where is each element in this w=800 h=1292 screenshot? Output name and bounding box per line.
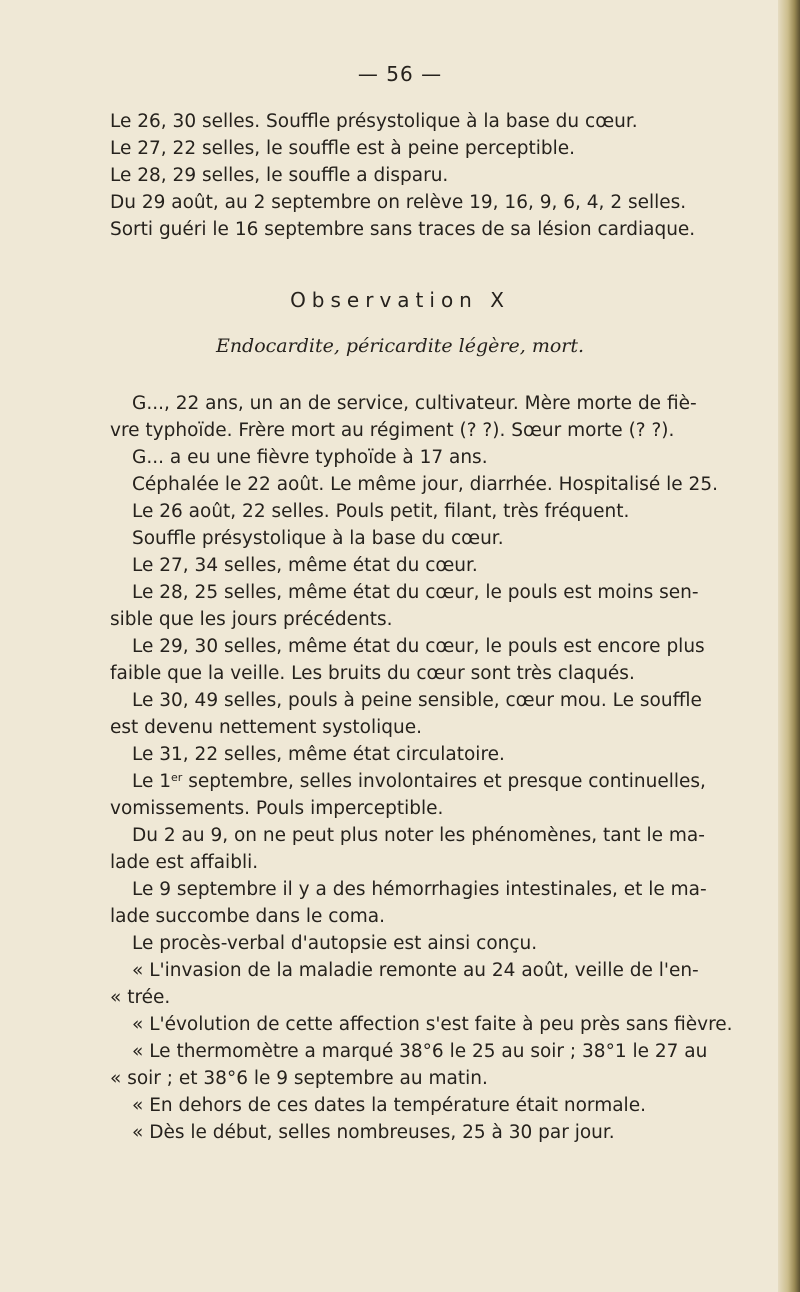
text-line: Le 27, 22 selles, le souffle est à peine perceptible. <box>110 138 576 159</box>
page-number: — 56 — <box>357 62 443 86</box>
text-line: « L'évolution de cette affection s'est faite à peu près sans fièvre. <box>132 1014 733 1035</box>
text-line: Le 26 août, 22 selles. Pouls petit, filant, très fréquent. <box>132 501 630 522</box>
text-line: « soir ; et 38°6 le 9 septembre au matin. <box>110 1068 488 1089</box>
text-line: Le 26, 30 selles. Souffle présystolique à la base du cœur. <box>110 111 638 132</box>
text-line: « L'invasion de la maladie remonte au 24 août, veille de l'en- <box>132 960 699 981</box>
ordinal-superscript: er <box>171 771 183 784</box>
text-line: G..., 22 ans, un an de service, cultivateur. Mère morte de fiè- <box>132 393 697 414</box>
text-line: Céphalée le 22 août. Le même jour, diarrhée. Hospitalisé le 25. <box>132 474 718 495</box>
text-line: est devenu nettement systolique. <box>110 717 423 738</box>
text-line: Le procès-verbal d'autopsie est ainsi conçu. <box>132 933 538 954</box>
text-line: Le 29, 30 selles, même état du cœur, le pouls est encore plus <box>132 636 705 657</box>
observation-subtitle: Endocardite, péricardite légère, mort. <box>215 335 585 357</box>
text-line: Le 28, 25 selles, même état du cœur, le pouls est moins sen- <box>132 582 699 603</box>
text-fragment: Le 1 <box>132 771 172 792</box>
text-line: lade succombe dans le coma. <box>110 906 385 927</box>
text-line: G... a eu une fièvre typhoïde à 17 ans. <box>132 447 488 468</box>
text-line: Le 9 septembre il y a des hémorrhagies intestinales, et le ma- <box>132 879 707 900</box>
text-line: « Dès le début, selles nombreuses, 25 à 30 par jour. <box>132 1122 615 1143</box>
text-line <box>132 770 706 794</box>
text-line: Du 2 au 9, on ne peut plus noter les phénomènes, tant le ma- <box>132 825 705 846</box>
text-line: faible que la veille. Les bruits du cœur sont très claqués. <box>110 663 635 684</box>
text-line: Le 27, 34 selles, même état du cœur. <box>132 555 478 576</box>
text-line: « En dehors de ces dates la température était normale. <box>132 1095 646 1116</box>
text-fragment: septembre, selles involontaires et presque continuelles, <box>182 771 706 792</box>
text-line: lade est affaibli. <box>110 852 259 873</box>
text-line: vomissements. Pouls imperceptible. <box>110 798 444 819</box>
text-line: Sorti guéri le 16 septembre sans traces de sa lésion cardiaque. <box>110 219 696 240</box>
text-line: vre typhoïde. Frère mort au régiment (? ?). Sœur morte (? ?). <box>110 420 675 441</box>
observation-heading: Observation X <box>290 288 510 312</box>
text-line: « Le thermomètre a marqué 38°6 le 25 au soir ; 38°1 le 27 au <box>132 1041 708 1062</box>
text-line: sible que les jours précédents. <box>110 609 393 630</box>
page-edge <box>778 0 800 1292</box>
text-line: Le 30, 49 selles, pouls à peine sensible, cœur mou. Le souffle <box>132 690 702 711</box>
text-line: « trée. <box>110 987 171 1008</box>
text-line: Du 29 août, au 2 septembre on relève 19, 16, 9, 6, 4, 2 selles. <box>110 192 687 213</box>
text-line: Le 28, 29 selles, le souffle a disparu. <box>110 165 449 186</box>
text-line: Le 31, 22 selles, même état circulatoire. <box>132 744 505 765</box>
text-line: Souffle présystolique à la base du cœur. <box>132 528 504 549</box>
